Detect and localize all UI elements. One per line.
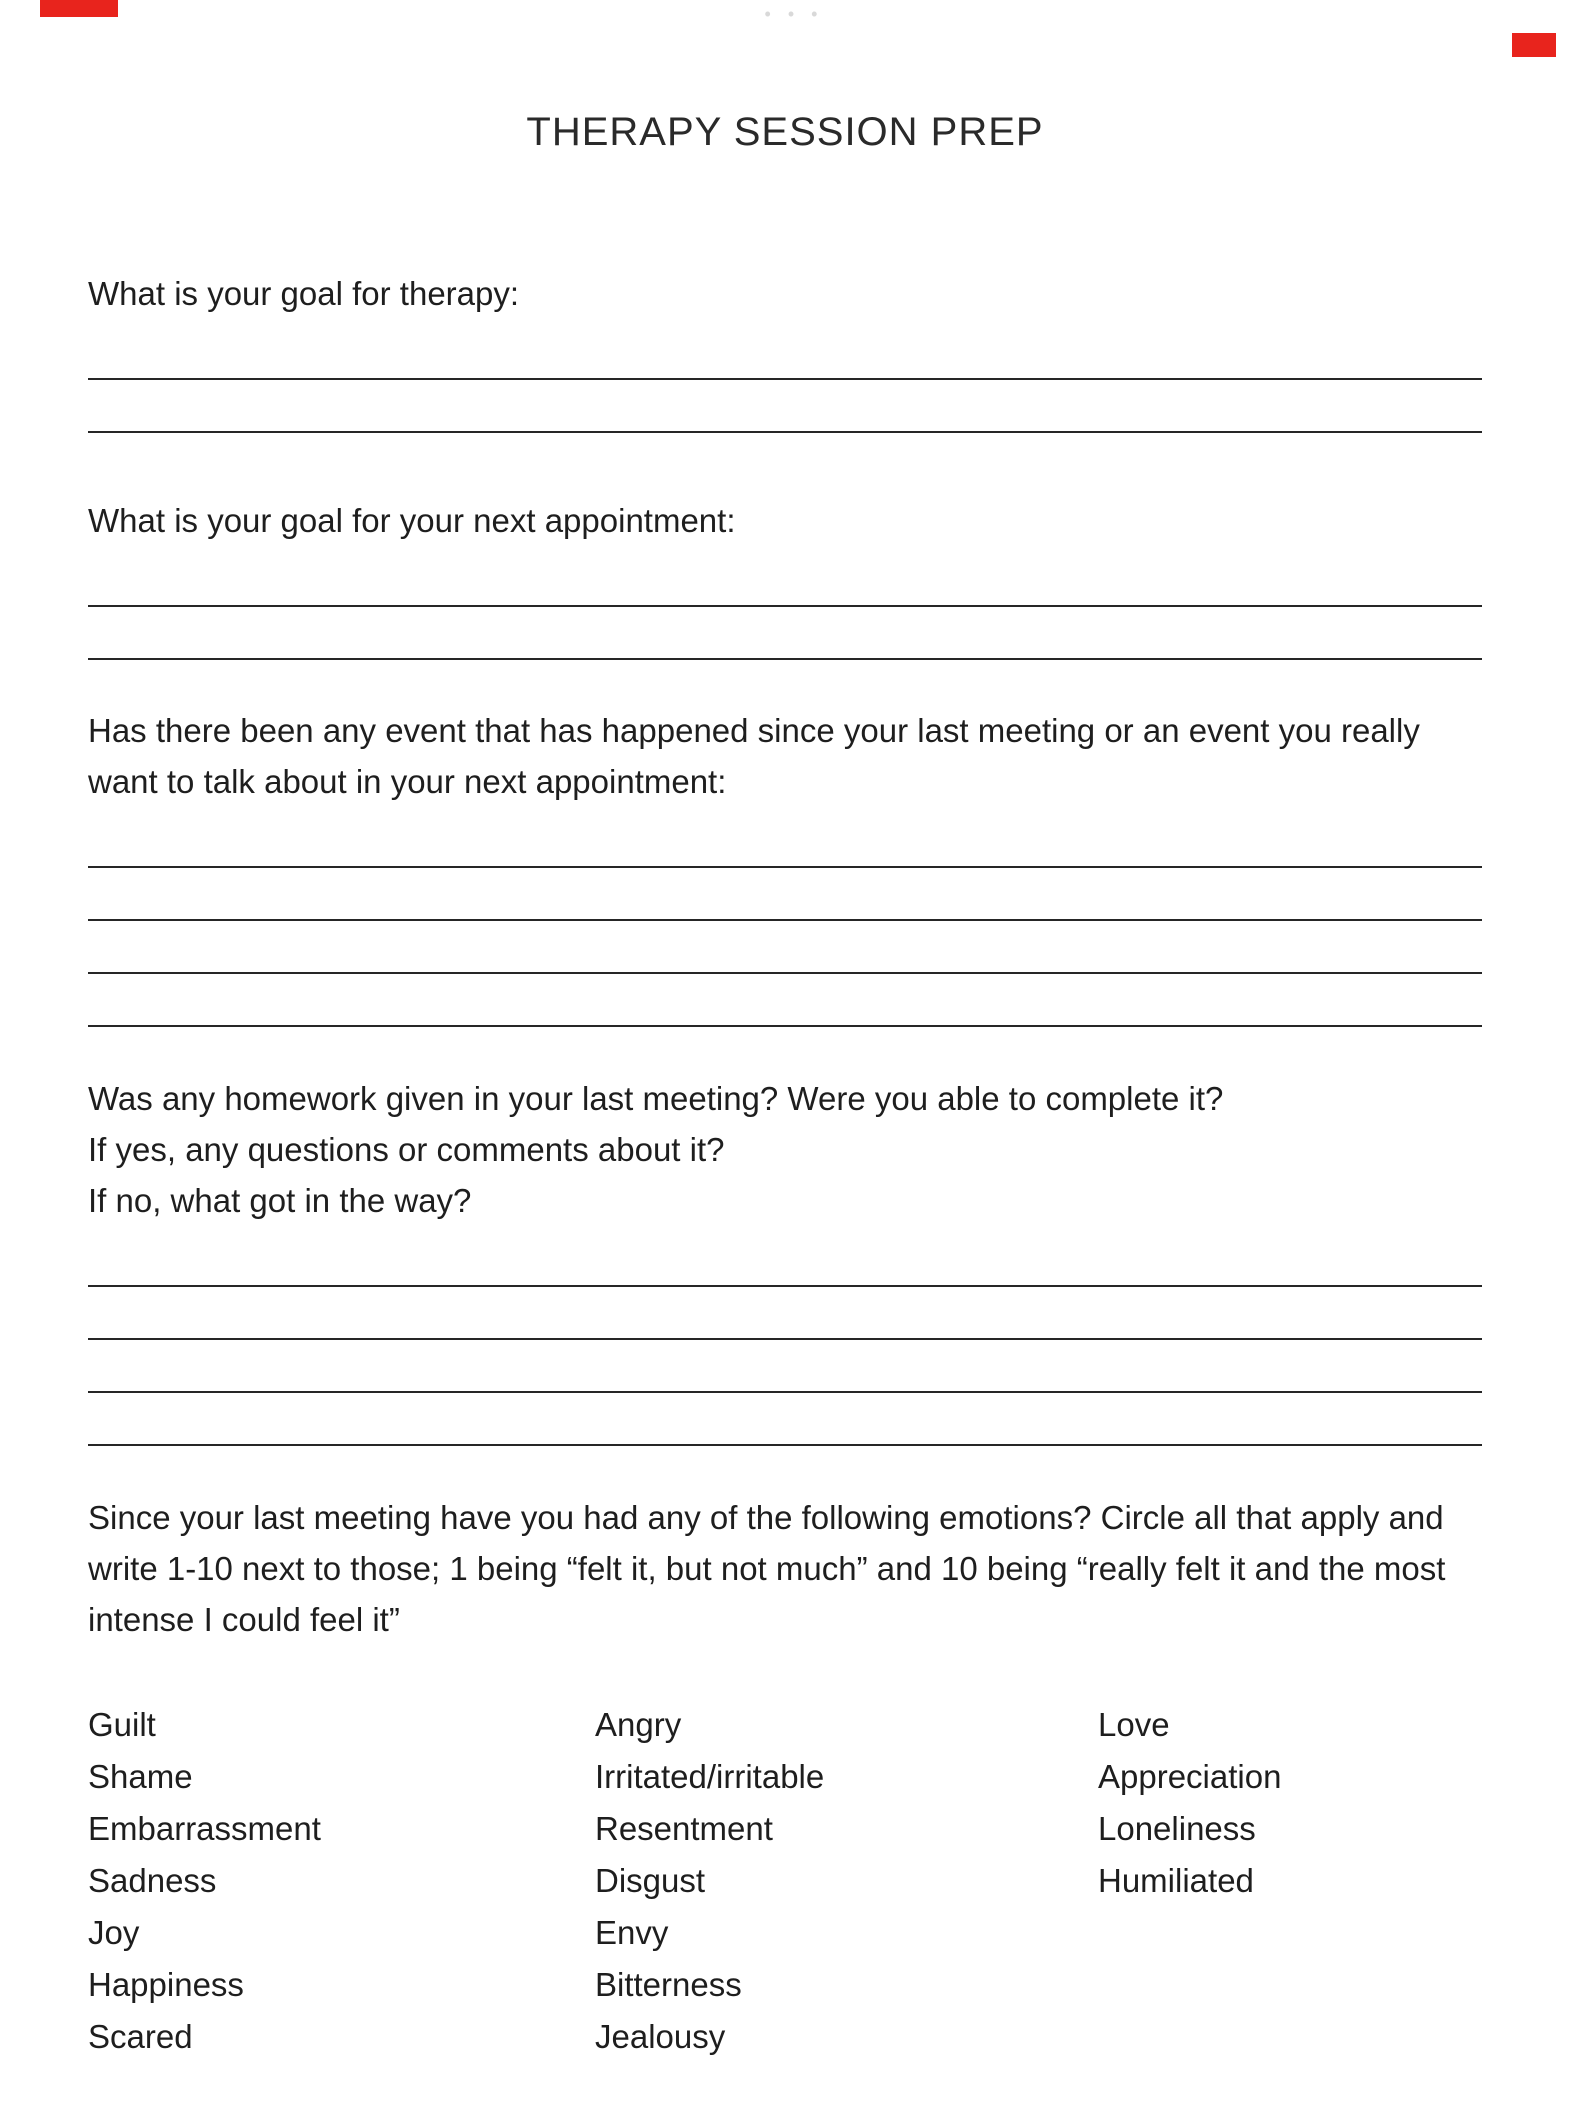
answer-line	[88, 815, 1482, 868]
emotion-item: Appreciation	[1098, 1758, 1282, 1795]
emotion-item: Irritated/irritable	[595, 1758, 825, 1795]
ellipsis-icon: • • •	[764, 4, 824, 24]
emotion-item: Loneliness	[1098, 1810, 1256, 1847]
answer-line	[88, 327, 1482, 380]
answer-line	[88, 1340, 1482, 1393]
question-homework	[88, 1073, 1482, 1446]
question-goal-next-appointment	[88, 495, 1482, 660]
answer-line	[88, 554, 1482, 607]
emotion-item: Love	[1098, 1706, 1170, 1743]
answer-lines	[88, 1234, 1482, 1446]
question-prompt: Has there been any event that has happened since your last meeting or an event you really want to talk about in your next appointment:	[88, 712, 1420, 800]
answer-lines	[88, 815, 1482, 1027]
answer-line	[88, 1393, 1482, 1446]
emotion-item: Shame	[88, 1758, 193, 1795]
question-prompt: What is your goal for therapy:	[88, 275, 520, 312]
emotion-item: Sadness	[88, 1862, 217, 1899]
question-prompt: What is your goal for your next appointment:	[88, 502, 736, 539]
emotion-item: Humiliated	[1098, 1862, 1254, 1899]
question-prompt-line: If yes, any questions or comments about it?	[88, 1131, 725, 1168]
answer-line	[88, 1234, 1482, 1287]
emotion-item: Joy	[88, 1914, 140, 1951]
answer-line	[88, 974, 1482, 1027]
answer-lines	[88, 554, 1482, 660]
emotion-item: Envy	[595, 1914, 669, 1951]
answer-line	[88, 607, 1482, 660]
answer-line	[88, 921, 1482, 974]
emotions-column-2	[595, 1699, 1098, 2063]
emotions-list	[88, 1699, 1482, 2063]
emotions-instructions: Since your last meeting have you had any of the following emotions? Circle all that apply and write 1-10 next to those; 1 being “felt it, but not much” and 10 being “really felt it and the most intense I could feel it”	[88, 1499, 1446, 1638]
question-prompt-line: Was any homework given in your last meeting? Were you able to complete it?	[88, 1080, 1224, 1117]
emotion-item: Jealousy	[595, 2018, 726, 2055]
emotion-item: Resentment	[595, 1810, 773, 1847]
emotions-column-1	[88, 1699, 595, 2063]
answer-lines	[88, 327, 1482, 433]
question-event-since-last-meeting	[88, 705, 1482, 1027]
emotion-item: Guilt	[88, 1706, 156, 1743]
emotion-item: Embarrassment	[88, 1810, 321, 1847]
emotion-item: Happiness	[88, 1966, 244, 2003]
emotions-section	[88, 1492, 1482, 2063]
red-corner-mark-right	[1512, 33, 1556, 57]
emotion-item: Scared	[88, 2018, 193, 2055]
question-prompt-line: If no, what got in the way?	[88, 1182, 472, 1219]
emotion-item: Bitterness	[595, 1966, 742, 2003]
question-goal-for-therapy	[88, 268, 1482, 433]
emotions-column-3	[1098, 1699, 1482, 2063]
page-title: THERAPY SESSION PREP	[526, 110, 1044, 154]
answer-line	[88, 868, 1482, 921]
answer-line	[88, 380, 1482, 433]
answer-line	[88, 1287, 1482, 1340]
emotion-item: Angry	[595, 1706, 682, 1743]
emotion-item: Disgust	[595, 1862, 706, 1899]
